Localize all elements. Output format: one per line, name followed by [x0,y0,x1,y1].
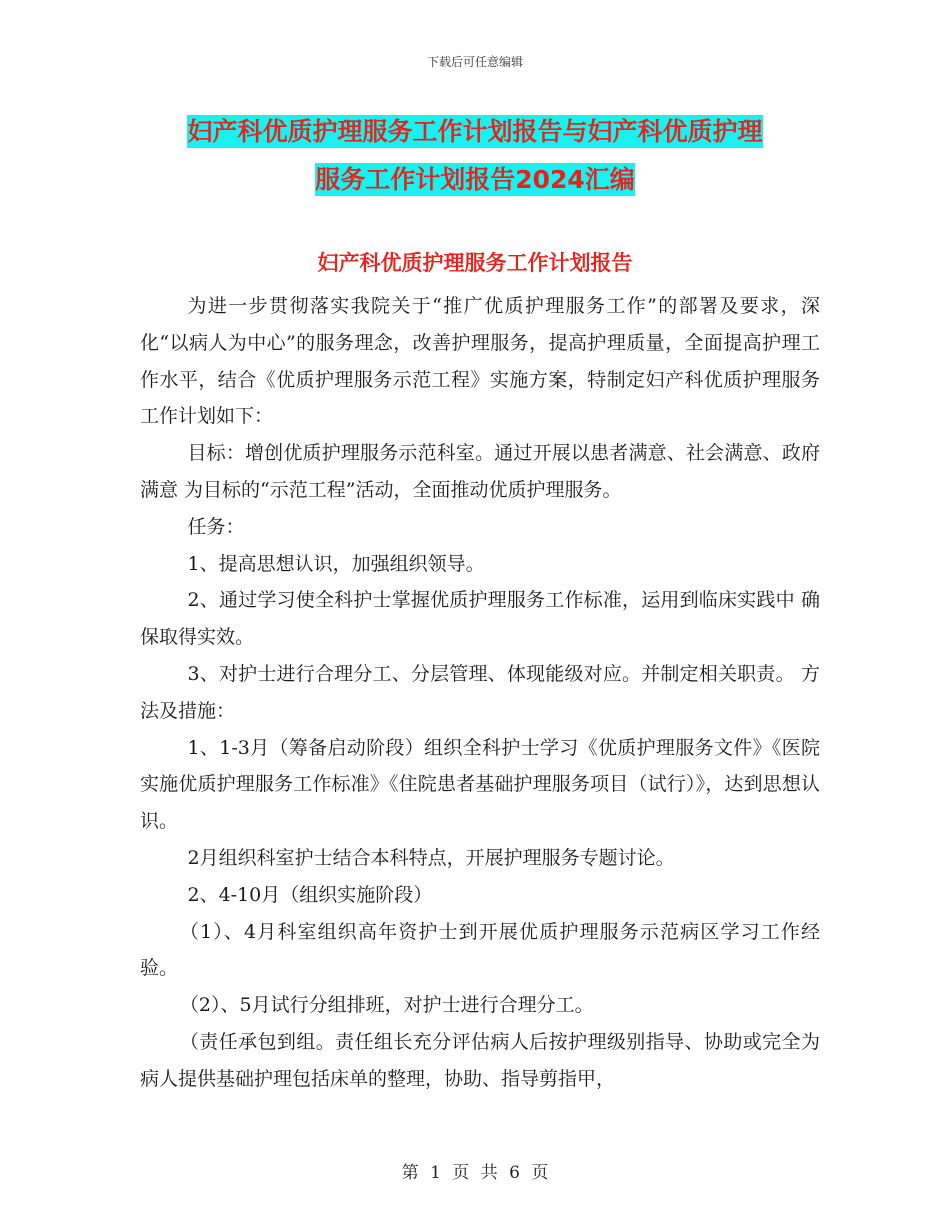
paragraph: 目标：增创优质护理服务示范科室。通过开展以患者满意、社会满意、政府满意 为目标的“示范工程”活动，全面推动优质护理服务。 [140,442,820,501]
paragraph: （1）、4月科室组织高年资护士到开展优质护理服务示范病区学习工作经验。 [140,920,820,980]
paragraph: 1、1-3月（筹备启动阶段）组织全科护士学习《优质护理服务文件》《医院实施优质护理服务工作标准》《住院患者基础护理服务项目（试行）》，达到思想认识。 [140,736,820,833]
document-title-line-2: 服务工作计划报告2024汇编 [315,165,635,194]
paragraph: 任务： [187,515,245,538]
paragraph: 1、提高思想认识，加强组织领导。 [187,552,485,575]
paragraph: 3、对护士进行合理分工、分层管理、体现能级对应。并制定相关职责。 方法及措施： [140,662,820,722]
paragraph: （责任承包到组。责任组长充分评估病人后按护理级别指导、协助或完全为病人提供基础护理包括床单的整理，协助、指导剪指甲， [140,1030,820,1090]
document-title [140,108,810,204]
section-title: 妇产科优质护理服务工作计划报告 [317,251,633,275]
paragraph: 2、4-10月（组织实施阶段） [187,883,433,906]
document-body [140,288,820,1098]
paragraph: 2月组织科室护士结合本科特点，开展护理服务专题讨论。 [187,846,675,869]
page-footer: 第 1 页 共 6 页 [401,1163,549,1183]
document-title-line-1: 妇产科优质护理服务工作计划报告与妇产科优质护理 [187,117,763,146]
page-header: 下载后可任意编辑 [426,55,523,69]
paragraph: （2）、5月试行分组排班，对护士进行合理分工。 [179,994,594,1017]
paragraph: 为进一步贯彻落实我院关于“推广优质护理服务工作”的部署及要求，深化“以病人为中心”的服务理念，改善护理服务，提高护理质量，全面提高护理工作水平，结合《优质护理服务示范工程》实施方案，特制定妇产科优质护理服务工作计划如下： [140,295,820,428]
paragraph: 2、通过学习使全科护士掌握优质护理服务工作标准，运用到临床实践中 确保取得实效。 [140,589,820,649]
